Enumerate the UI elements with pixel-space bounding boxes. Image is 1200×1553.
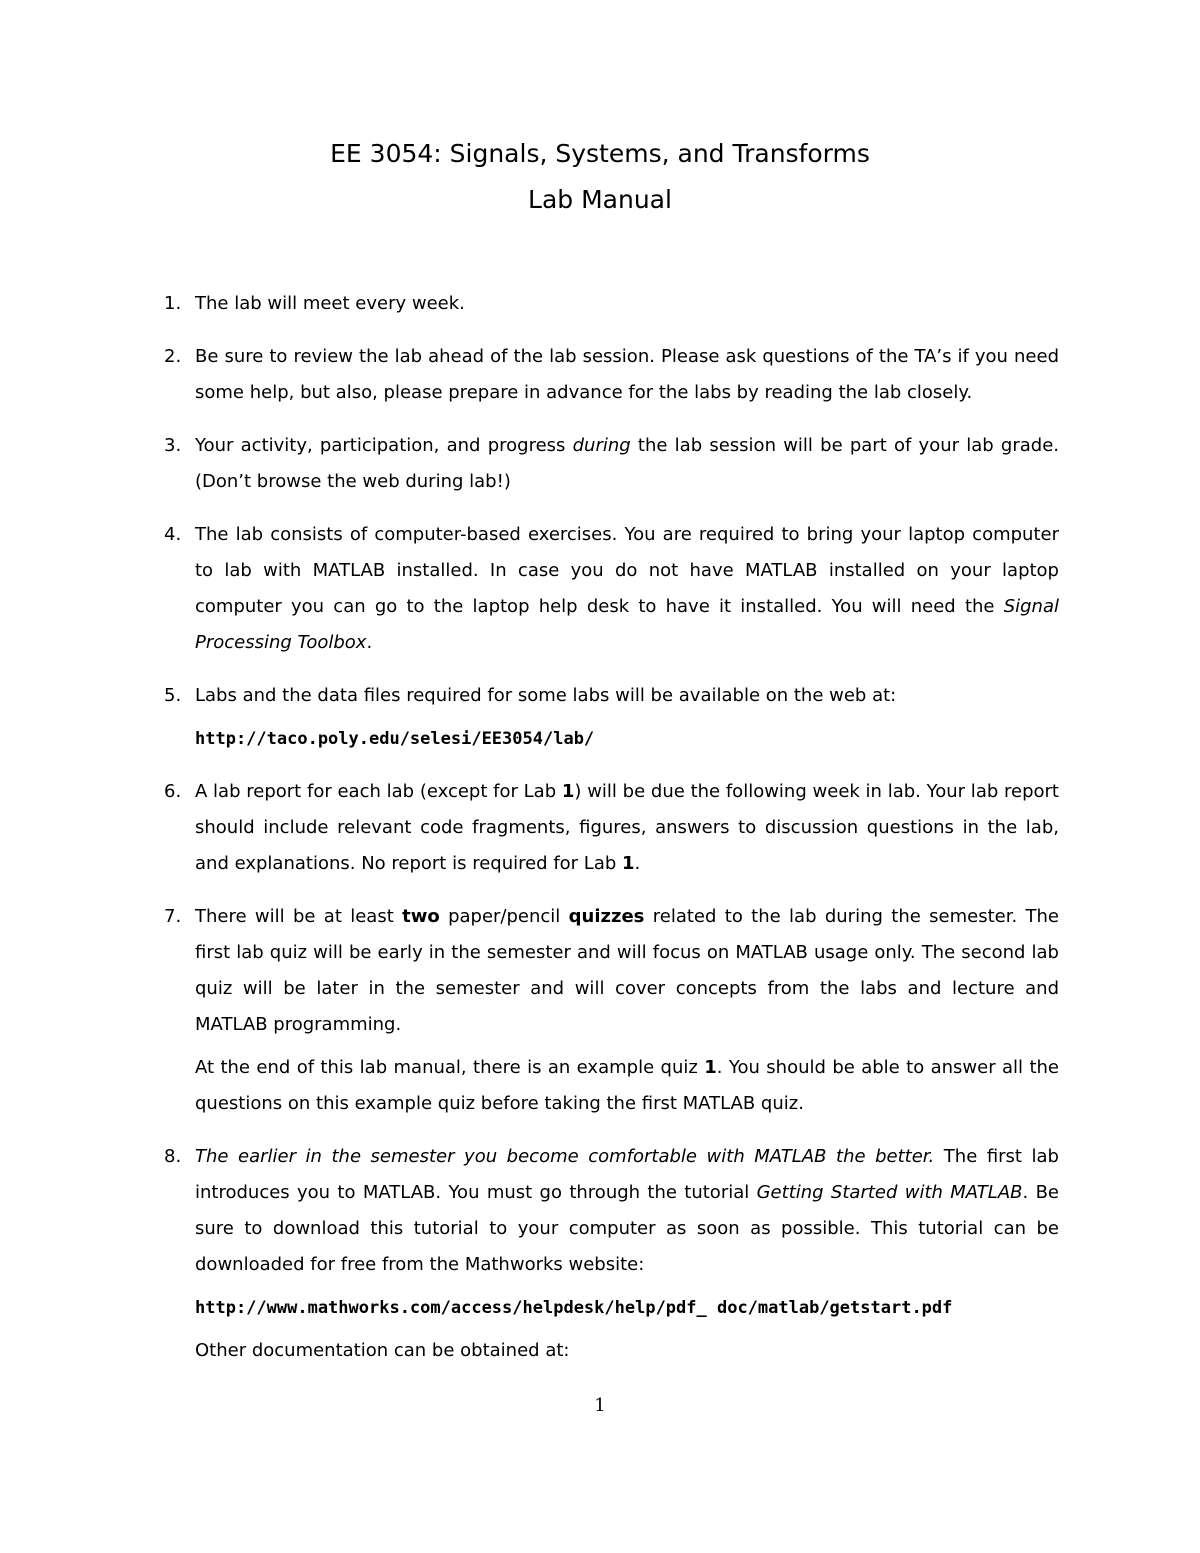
item-text	[195, 1139, 1059, 1283]
text-segment: The lab consists of computer-based exercises. You are required to bring your laptop computer to lab with MATLAB installed. In case you do not have MATLAB installed on your laptop computer you can go to the laptop help desk to have it installed. You will need the	[195, 524, 1059, 617]
item-text-paragraph-2	[195, 1050, 1059, 1122]
text-segment: The first lab introduces you to MATLAB. You must go through the tutorial	[195, 1146, 1059, 1203]
item-number: 5.	[164, 685, 182, 706]
bold-text: two	[402, 906, 440, 927]
item-text	[195, 774, 1059, 882]
text-segment: . You should be able to answer all the questions on this example quiz before taking the first MATLAB quiz.	[195, 1057, 1059, 1114]
document-subtitle: Lab Manual	[528, 185, 672, 214]
item-text	[195, 428, 1059, 500]
list-item	[0, 774, 1059, 882]
text-segment: Your activity, participation, and progress	[195, 435, 573, 456]
item-number: 3.	[164, 435, 182, 456]
bold-text: 1	[622, 853, 635, 874]
list-item	[0, 899, 1059, 1122]
text-segment: .	[366, 632, 373, 653]
emphasis-text: Signal Processing Toolbox	[195, 596, 1059, 653]
list-item	[0, 286, 1059, 322]
text-segment: At the end of this lab manual, there is an example quiz	[195, 1057, 705, 1078]
emphasis-text: during	[572, 435, 631, 456]
document-title: EE 3054: Signals, Systems, and Transforms	[330, 139, 870, 168]
list-item	[0, 428, 1059, 500]
item-text	[195, 899, 1059, 1043]
list-item	[0, 678, 1059, 757]
text-segment: ) will be due the following week in lab. Your lab report should include relevant code fragments, figures, answers to discussion questions in the lab, and explanations. No report is required for Lab	[195, 781, 1059, 874]
item-number: 4.	[164, 524, 182, 545]
item-text: Labs and the data files required for some labs will be available on the web at:	[195, 685, 897, 706]
emphasis-text: The earlier in the semester you become comfortable with MATLAB the better.	[195, 1146, 935, 1167]
lab-url-link[interactable]: http://taco.poly.edu/selesi/EE3054/lab/	[195, 729, 595, 749]
item-text: The lab will meet every week.	[195, 293, 465, 314]
text-segment: A lab report for each lab (except for Lab	[195, 781, 562, 802]
list-item	[0, 517, 1059, 661]
url-line	[195, 721, 1059, 757]
text-segment: paper/pencil	[439, 906, 569, 927]
item-number: 6.	[164, 781, 182, 802]
bold-text: 1	[704, 1057, 717, 1078]
text-segment: .	[634, 853, 641, 874]
item-number: 8.	[164, 1146, 182, 1167]
page-number: 1	[594, 1395, 606, 1416]
bold-text: quizzes	[568, 906, 645, 927]
bold-text: 1	[561, 781, 575, 802]
item-text: Be sure to review the lab ahead of the lab session. Please ask questions of the TA’s if you need some help, but also, please prepare in advance for the labs by reading the lab closely.	[195, 346, 1059, 403]
mathworks-url-link[interactable]: http://www.mathworks.com/access/helpdesk/help/pdf_ doc/matlab/getstart.pdf	[195, 1298, 953, 1318]
list-item	[0, 339, 1059, 411]
item-number: 2.	[164, 346, 182, 367]
text-segment: . Be sure to download this tutorial to your computer as soon as possible. This tutorial can be downloaded for free from the Mathworks website:	[195, 1182, 1059, 1275]
text-segment: There will be at least	[195, 906, 403, 927]
item-text	[195, 517, 1059, 661]
item-number: 1.	[164, 293, 182, 314]
text-segment: related to the lab during the semester. The first lab quiz will be early in the semester and will focus on MATLAB usage only. The second lab quiz will be later in the semester and will cover concepts from the labs and lecture and MATLAB programming.	[195, 906, 1060, 1035]
instructions-list	[0, 286, 1200, 1386]
url-line	[195, 1290, 1059, 1326]
emphasis-text: Getting Started with MATLAB	[756, 1182, 1023, 1203]
list-item	[0, 1139, 1059, 1369]
item-number: 7.	[164, 906, 182, 927]
text-segment: the lab session will be part of your lab grade. (Don’t browse the web during lab!)	[195, 435, 1059, 492]
item-text-after: Other documentation can be obtained at:	[195, 1340, 570, 1361]
